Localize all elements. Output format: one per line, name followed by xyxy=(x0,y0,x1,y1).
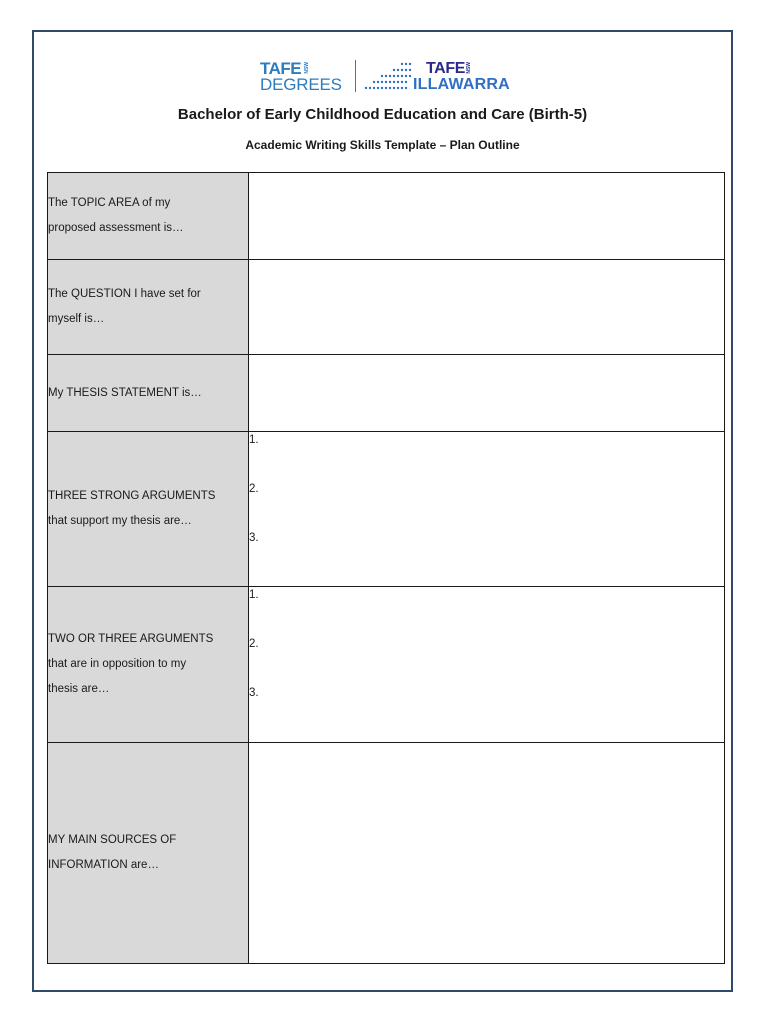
label-line: The TOPIC AREA of my xyxy=(48,197,171,209)
table-row-sources xyxy=(48,743,725,964)
list-item-number: 3. xyxy=(249,532,259,544)
tafe-degrees-logo xyxy=(260,61,350,93)
logo-tafe-text: TAFE xyxy=(426,60,465,77)
list-item-number: 2. xyxy=(249,638,259,650)
label-line: that support my thesis are… xyxy=(48,515,192,527)
row-label xyxy=(48,587,249,743)
document-page xyxy=(32,30,733,992)
supporting-arguments-field[interactable] xyxy=(249,432,725,587)
row-label xyxy=(48,432,249,587)
label-line: MY MAIN SOURCES OF xyxy=(48,834,177,846)
logo-divider xyxy=(355,60,356,92)
logo-illawarra-text: ILLAWARRA xyxy=(413,76,510,93)
document-title: Bachelor of Early Childhood Education and Care (Birth-5) xyxy=(177,106,588,123)
logo-tafe-text: TAFE xyxy=(260,59,302,78)
sources-answer-field[interactable] xyxy=(249,743,725,964)
tafe-illawarra-logo xyxy=(362,61,527,95)
document-subtitle: Academic Writing Skills Template – Plan Outline xyxy=(245,138,520,152)
opposing-arguments-field[interactable] xyxy=(249,587,725,743)
list-item-number: 1. xyxy=(249,589,259,601)
label-line: that are in opposition to my xyxy=(48,658,187,670)
question-answer-field[interactable] xyxy=(249,260,725,355)
list-item-number: 1. xyxy=(249,434,259,446)
table-row-supporting-arguments xyxy=(48,432,725,587)
label-line: TWO OR THREE ARGUMENTS xyxy=(48,633,214,645)
list-item-number: 3. xyxy=(249,687,259,699)
logo-header xyxy=(34,56,731,96)
label-line: My THESIS STATEMENT is… xyxy=(48,386,202,399)
label-line: THREE STRONG ARGUMENTS xyxy=(48,490,216,502)
topic-answer-field[interactable] xyxy=(249,173,725,260)
list-item-number: 2. xyxy=(249,483,259,495)
logo-degrees-text: DEGREES xyxy=(260,75,342,94)
label-line: INFORMATION are… xyxy=(48,859,159,871)
logo-nsw-text: NSW xyxy=(304,62,310,74)
table-row-topic xyxy=(48,173,725,260)
thesis-answer-field[interactable] xyxy=(249,355,725,432)
row-label xyxy=(48,743,249,964)
plan-outline-table xyxy=(47,172,725,964)
label-line: myself is… xyxy=(48,313,105,325)
row-label xyxy=(48,173,249,260)
logo-nsw-text: NSW xyxy=(466,62,472,74)
label-line: proposed assessment is… xyxy=(48,222,184,234)
row-label xyxy=(48,260,249,355)
table-row-question xyxy=(48,260,725,355)
table-row-opposing-arguments xyxy=(48,587,725,743)
row-label xyxy=(48,355,249,432)
label-line: thesis are… xyxy=(48,683,110,695)
table-row-thesis xyxy=(48,355,725,432)
label-line: The QUESTION I have set for xyxy=(48,288,201,300)
